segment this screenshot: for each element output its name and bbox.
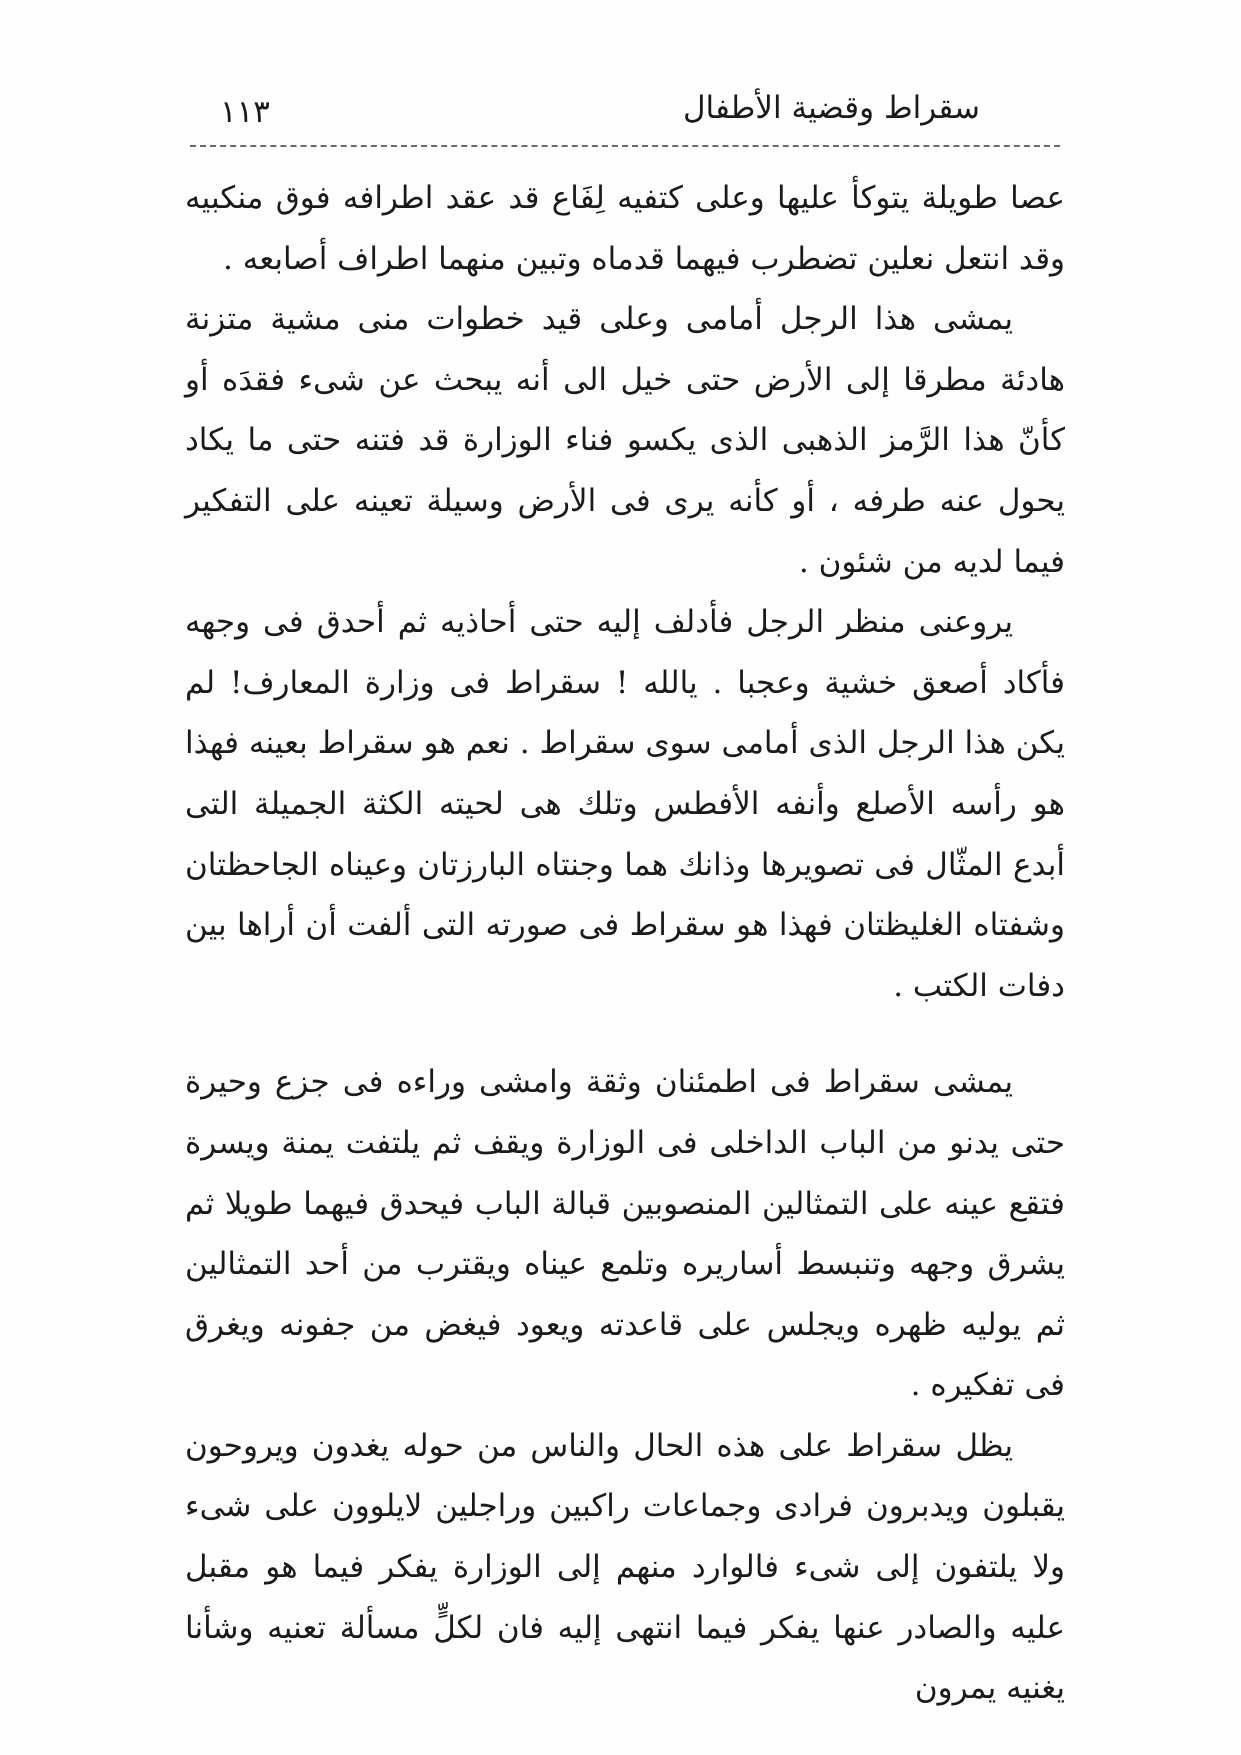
paragraph-continuation: عصا طويلة يتوكأ عليها وعلى كتفيه لِفَاع قد عقد اطرافه فوق منكبيه وقد انتعل نعلين تضطرب فيهما قدماه وتبين منهما اطراف أصابعه . [185, 180, 1065, 277]
paragraph: يظل سقراط على هذه الحال والناس من حوله يغدون ويروحون يقبلون ويدبرون فرادى وجماعات راكبين وراجلين لايلوون على شىء ولا يلتفون إلى شىء فالوارد منهم إلى الوزارة يفكر فيما هو مقبل عليه والصادر عنها يفكر فيما انتهى إليه فان لكلٍّ مسألة تعنيه وشأنا يغنيه يمرون [185, 1427, 1065, 1707]
page-header [190, 82, 1060, 142]
paragraph: يمشى هذا الرجل أمامى وعلى قيد خطوات منى مشية متزنة هادئة مطرقا إلى الأرض حتى خيل الى أنه يبحث عن شىء فقدَه أو كأنّ هذا الرَّمز الذهبى الذى يكسو فناء الوزارة قد فتنه حتى ما يكاد يحول عنه طرفه ، أو كأنه يرى فى الأرض وسيلة تعينه على التفكير فيما لديه من شئون . [185, 301, 1065, 580]
running-title: سقراط وقضية الأطفال [682, 90, 980, 126]
paragraph: يمشى سقراط فى اطمئنان وثقة وامشى وراءه فى جزع وحيرة حتى يدنو من الباب الداخلى فى الوزارة ويقف ثم يلتفت يمنة ويسرة فتقع عينه على التمثالين المنصوبين قبالة الباب فيحدق فيهما طويلا ثم يشرق وجهه وتنبسط أساريره وتلمع عيناه ويقترب من أحد التمثالين ثم يوليه ظهره ويجلس على قاعدته ويعود فيغض من جفونه ويغرق فى تفكيره . [185, 1064, 1065, 1404]
paragraph: يروعنى منظر الرجل فأدلف إليه حتى أحاذيه ثم أحدق فى وجهه فأكاد أصعق خشية وعجبا . يالله ! سقراط فى وزارة المعارف! لم يكن هذا الرجل الذى أمامى سوى سقراط . نعم هو سقراط بعينه فهذا هو رأسه الأصلع وأنفه الأفطس وتلك هى لحيته الكثة الجميلة التى أبدع المثّال فى تصويرها وذانك هما وجنتاه البارزتان وعيناه الجاحظتان وشفتاه الغليظتان فهذا هو سقراط فى صورته التى ألفت أن أراها بين دفات الكتب . [184, 604, 1065, 1004]
header-divider [190, 145, 1060, 147]
page-number: ١١٣ [220, 94, 270, 130]
body-text [185, 168, 1065, 1719]
